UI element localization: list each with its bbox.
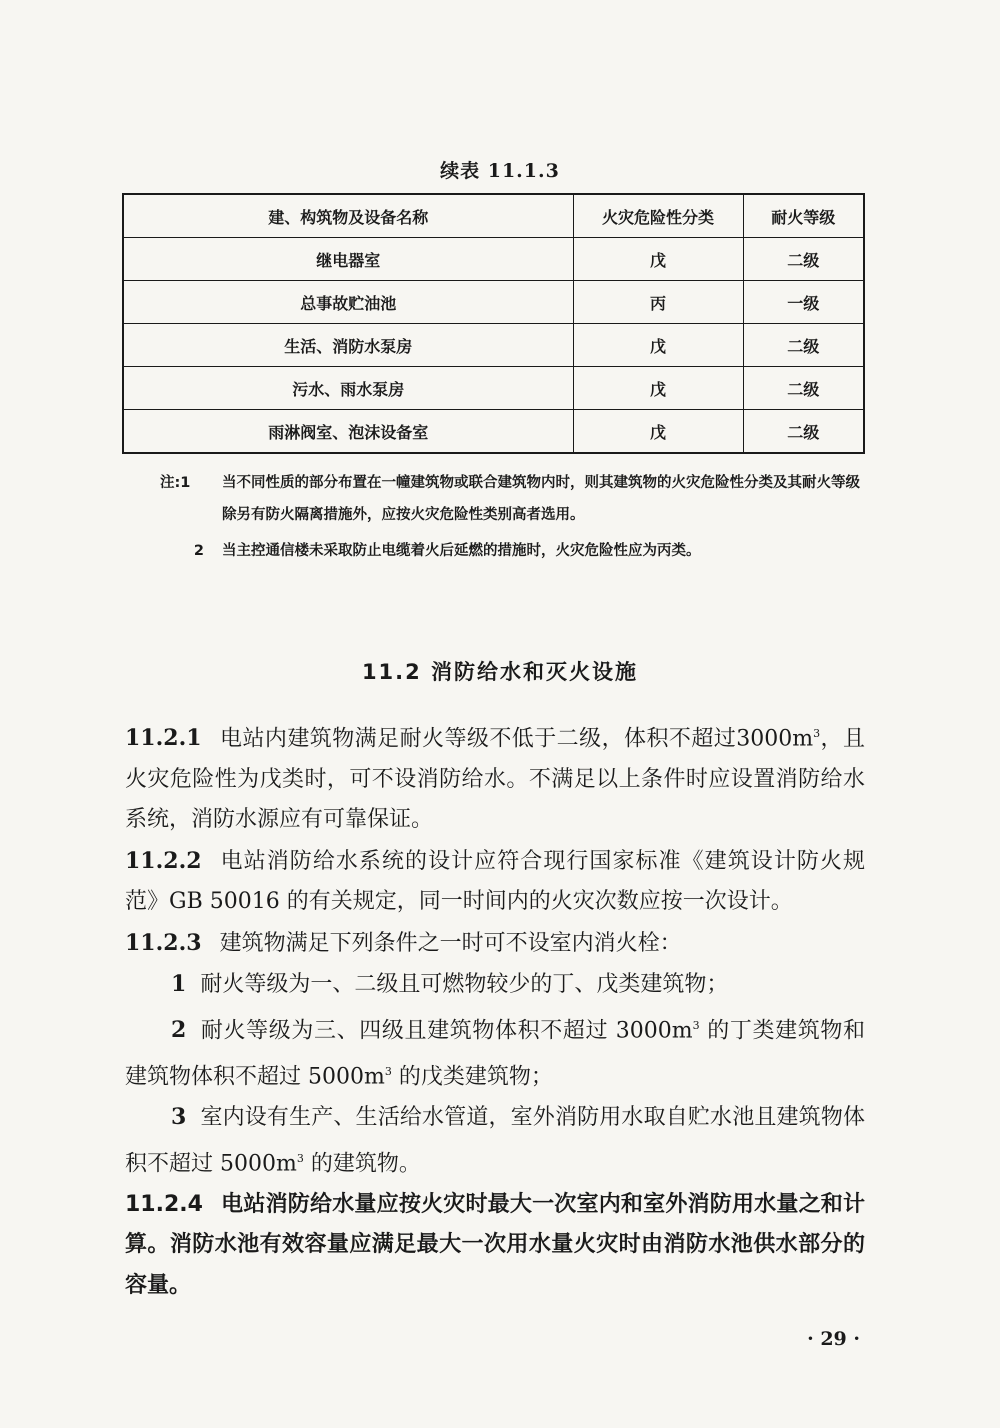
header-building-name: 建、构筑物及设备名称 [123,194,573,238]
table-row [123,324,864,367]
cell-hazard: 丙 [573,281,743,324]
cell-name: 继电器室 [123,238,573,281]
cell-name: 雨淋阀室、泡沫设备室 [123,410,573,454]
table-header-row [123,194,864,238]
cell-grade: 二级 [743,367,864,410]
list-item [125,1006,865,1098]
clause-number: 11.2.3 [125,929,202,956]
cell-grade: 二级 [743,324,864,367]
page-number: · 29 · [807,1328,860,1350]
clause-text: ，且火灾危险性为戊类时，可不设消防给水。不满足以上条件时应设置消防给水系统，消防水源应有可靠保证。 [125,726,865,833]
clause-number: 11.2.1 [125,725,202,752]
table-row [123,281,864,324]
superscript: 3 [813,727,821,740]
cell-grade: 一级 [743,281,864,324]
clause-text: 电站消防给水系统的设计应符合现行国家标准《建筑设计防火规范》GB 50016 的有关规定，同一时间内的火灾次数应按一次设计。 [125,848,865,915]
clause-number: 11.2.2 [125,847,202,874]
clause-11-2-3 [125,923,865,965]
note-2-text: 当主控通信楼未采取防止电缆着火后延燃的措施时，火灾危险性应为丙类。 [222,543,701,559]
item-text: 室内设有生产、生活给水管道，室外消防用水取自贮水池且建筑物体积不超过 5000m [125,1105,865,1177]
clause-text: 建筑物满足下列条件之一时可不设室内消火栓： [219,930,682,956]
clause-number: 11.2.4 [125,1191,203,1217]
table-row [123,367,864,410]
cell-name: 污水、雨水泵房 [123,367,573,410]
header-fire-hazard-class: 火灾危险性分类 [573,194,743,238]
clause-11-2-1 [125,714,865,841]
list-item [125,1097,865,1184]
item-text: 的丁类建筑物和建筑物体积不超过 5000m [125,1018,865,1089]
section-title: 11.2 消防给水和灭火设施 [361,660,639,684]
item-text: 耐火等级为一、二级且可燃物较少的丁、戊类建筑物； [200,972,729,998]
table-title: 续表 11.1.3 [440,160,560,182]
superscript: 3 [296,1151,304,1165]
cell-name: 生活、消防水泵房 [123,324,573,367]
item-text: 的建筑物。 [303,1151,421,1177]
clause-11-2-4 [125,1185,865,1307]
cell-grade: 二级 [743,238,864,281]
cell-hazard: 戊 [573,324,743,367]
section-body [125,714,865,1306]
clause-text: 电站内建筑物满足耐火等级不低于二级，体积不超过3000m [219,726,814,752]
table-row [123,238,864,281]
cell-name: 总事故贮油池 [123,281,573,324]
cell-hazard: 戊 [573,367,743,410]
item-number: 1 [171,971,187,998]
list-item [125,964,865,1006]
clause-11-2-2 [125,841,865,923]
note-1 [160,467,860,531]
fire-classification-table [122,193,865,454]
table-notes [160,467,860,567]
table-row [123,410,864,454]
note-2-number: 2 [193,543,204,559]
item-number: 2 [171,1017,187,1044]
item-number: 3 [171,1104,187,1131]
cell-grade: 二级 [743,410,864,454]
superscript: 3 [384,1064,392,1078]
header-fire-resistance-grade: 耐火等级 [743,194,864,238]
cell-hazard: 戊 [573,410,743,454]
superscript: 3 [692,1018,700,1032]
item-text: 耐火等级为三、四级且建筑物体积不超过 3000m [200,1018,693,1044]
note-2 [160,535,860,567]
note-label: 注:1 [160,475,191,491]
note-1-text: 当不同性质的部分布置在一幢建筑物或联合建筑物内时，则其建筑物的火灾危险性分类及其耐火等级除另有防火隔离措施外，应按火灾危险性类别高者选用。 [222,475,860,523]
clause-text: 电站消防给水量应按火灾时最大一次室内和室外消防用水量之和计算。消防水池有效容量应满足最大一次用水量火灾时由消防水池供水部分的容量。 [125,1191,865,1298]
item-text: 的戊类建筑物； [391,1063,553,1089]
cell-hazard: 戊 [573,238,743,281]
